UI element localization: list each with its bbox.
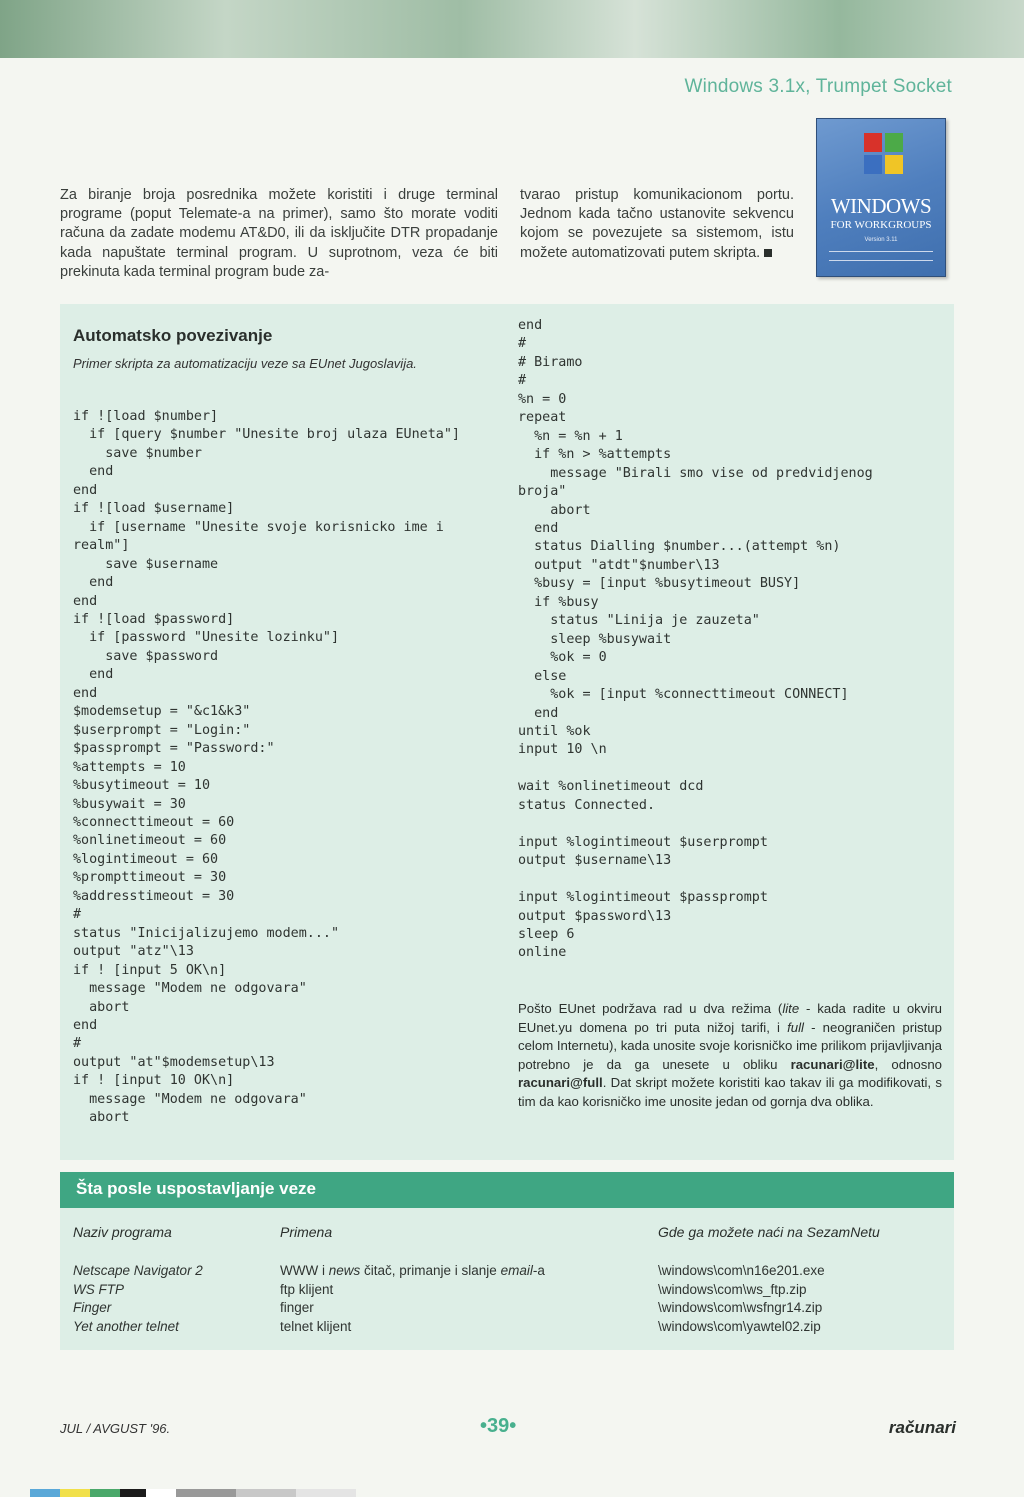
note-login-lite: racunari@lite: [790, 1056, 875, 1072]
note-login-full: racunari@full: [518, 1075, 603, 1090]
table-cell-name: WS FTP: [73, 1281, 124, 1297]
script-panel-subtitle: Primer skripta za automatizaciju veze sa EUnet Jugoslavija.: [73, 356, 417, 371]
script-code-left: if ![load $number] if [query $number "Unesite broj ulaza EUneta"] save $number end end if ![load $username] if [username "Unesite svoje korisnicko ime i realm"] save $username end end if ![load $password] if [password "Unesite lozinku"] save $password end end $modemsetup = "&c1&k3" $userprompt = "Login:" $passprompt = "Password:" %attempts = 10 %busytimeout = 10 %busywait = 30 %connecttimeout = 60 %onlinetimeout = 60 %logintimeout = 60 %prompttimeout = 30 %addresstimeout = 30 # status "Inicijalizujemo modem..." output "atz"\13 if ! [input 5 OK\n] message "Modem ne odgovara" abort end # output "at"$modemsetup\13 if ! [input 10 OK\n] message "Modem ne odgovara" abort: [73, 409, 460, 1126]
table-cell-use: finger: [280, 1300, 314, 1316]
intro-text-2: tvarao pristup komunikacionom portu. Jednom kada tačno ustanovite sekvencu kojom se povezujete sa sistemom, istu možete automatizovati putem skripta.: [520, 187, 794, 261]
table-cell-name: Finger: [73, 1300, 112, 1316]
section-title: Windows 3.1x, Trumpet Socket: [684, 76, 952, 97]
use-text: čitač, primanje i slanje: [360, 1263, 501, 1278]
table-cell-use: [280, 1262, 545, 1281]
use-text-italic: news: [328, 1263, 361, 1278]
intro-column-2: [520, 186, 794, 263]
note-text: - kada radite u okviru EUnet.yu domena po tri puta nižoj tarifi, i: [518, 1001, 942, 1035]
windows-logo-text: WINDOWS: [830, 194, 932, 218]
intro-column-1: [60, 186, 498, 282]
intro-text-1: Za biranje broja posrednika možete koristiti i druge terminal programe (poput Telemate-a na primer), samo što morate voditi računa da zadate modemu AT&D0, ili da isključite DTR propadanje kada napuštate terminal program. U suprotnom, veza će biti prekinuta kada terminal program bude za-: [60, 187, 498, 280]
script-note: [518, 1000, 942, 1111]
table-cell-path: \windows\com\ws_ftp.zip: [658, 1281, 807, 1297]
use-text-italic: email: [500, 1263, 533, 1278]
note-text: . Dat skript možete koristiti kao takav ili ga modifikovati, s tim da kao korisničko ime unosite jedan od gornja dva oblika.: [518, 1075, 942, 1109]
script-code-right: end # # Biramo # %n = 0 repeat %n = %n + 1 if %n > %attempts message "Birali smo vise od predvidjenog broja" abort end status Dialling $number...(attempt %n) output "atdt"$number\13 %busy = [input %busytimeout BUSY] if %busy status "Linija je zauzeta" sleep %busywait %ok = 0 else %ok = [input %connecttimeout CONNECT] end until %ok input 10 \n wait %onlinetimeout dcd status Connected. input %logintimeout $userprompt output $username\13 input %logintimeout $passprompt output $password\13 sleep 6 online: [518, 318, 873, 961]
use-text: WWW i: [280, 1263, 329, 1278]
table-header-path: Gde ga možete naći na SezamNetu: [658, 1224, 880, 1240]
table-header-name: Naziv programa: [73, 1224, 172, 1240]
table-cell-use: telnet klijent: [280, 1318, 352, 1334]
issue-date: JUL / AVGUST '96.: [60, 1421, 171, 1436]
note-text: Pošto EUnet podržava rad u dva režima (: [518, 1001, 783, 1016]
programs-table: [60, 1208, 954, 1350]
table-header-use: Primena: [280, 1224, 333, 1240]
note-text: , odnosno: [874, 1056, 942, 1072]
note-full: full: [787, 1019, 804, 1035]
table-cell-path: \windows\com\n16e201.exe: [658, 1263, 825, 1278]
script-panel-heading: Automatsko povezivanje: [73, 326, 273, 345]
windows-version: Version 3.11: [864, 237, 898, 243]
magazine-name: računari: [888, 1418, 956, 1437]
note-lite: lite: [782, 1001, 800, 1016]
table-cell-use: ftp klijent: [280, 1281, 334, 1297]
header-photo-band: [0, 0, 1024, 58]
box-fine-print: [829, 251, 933, 261]
table-title-bar: [60, 1172, 954, 1208]
use-text: -a: [532, 1263, 545, 1278]
windows-logo-sub: FOR WORKGROUPS: [830, 219, 932, 231]
note-text: - neograničen pristup celom Internetu), kada unosite svoje korisničko ime prilikom prijavljivanja potrebno je da ga unesete u obliku: [518, 1019, 942, 1072]
end-of-article-icon: [764, 249, 772, 257]
table-cell-name: Netscape Navigator 2: [73, 1263, 203, 1278]
table-cell-path: \windows\com\yawtel02.zip: [658, 1318, 821, 1334]
print-color-bar: [0, 1489, 1024, 1497]
page-number: •39•: [480, 1415, 517, 1437]
windows-flag-icon: [864, 133, 904, 175]
windows-box-image: [816, 118, 946, 277]
script-panel: [60, 304, 954, 1160]
table-cell-name: Yet another telnet: [73, 1318, 179, 1334]
table-cell-path: \windows\com\wsfngr14.zip: [658, 1300, 823, 1316]
table-title: Šta posle uspostavljanje veze: [76, 1179, 316, 1198]
